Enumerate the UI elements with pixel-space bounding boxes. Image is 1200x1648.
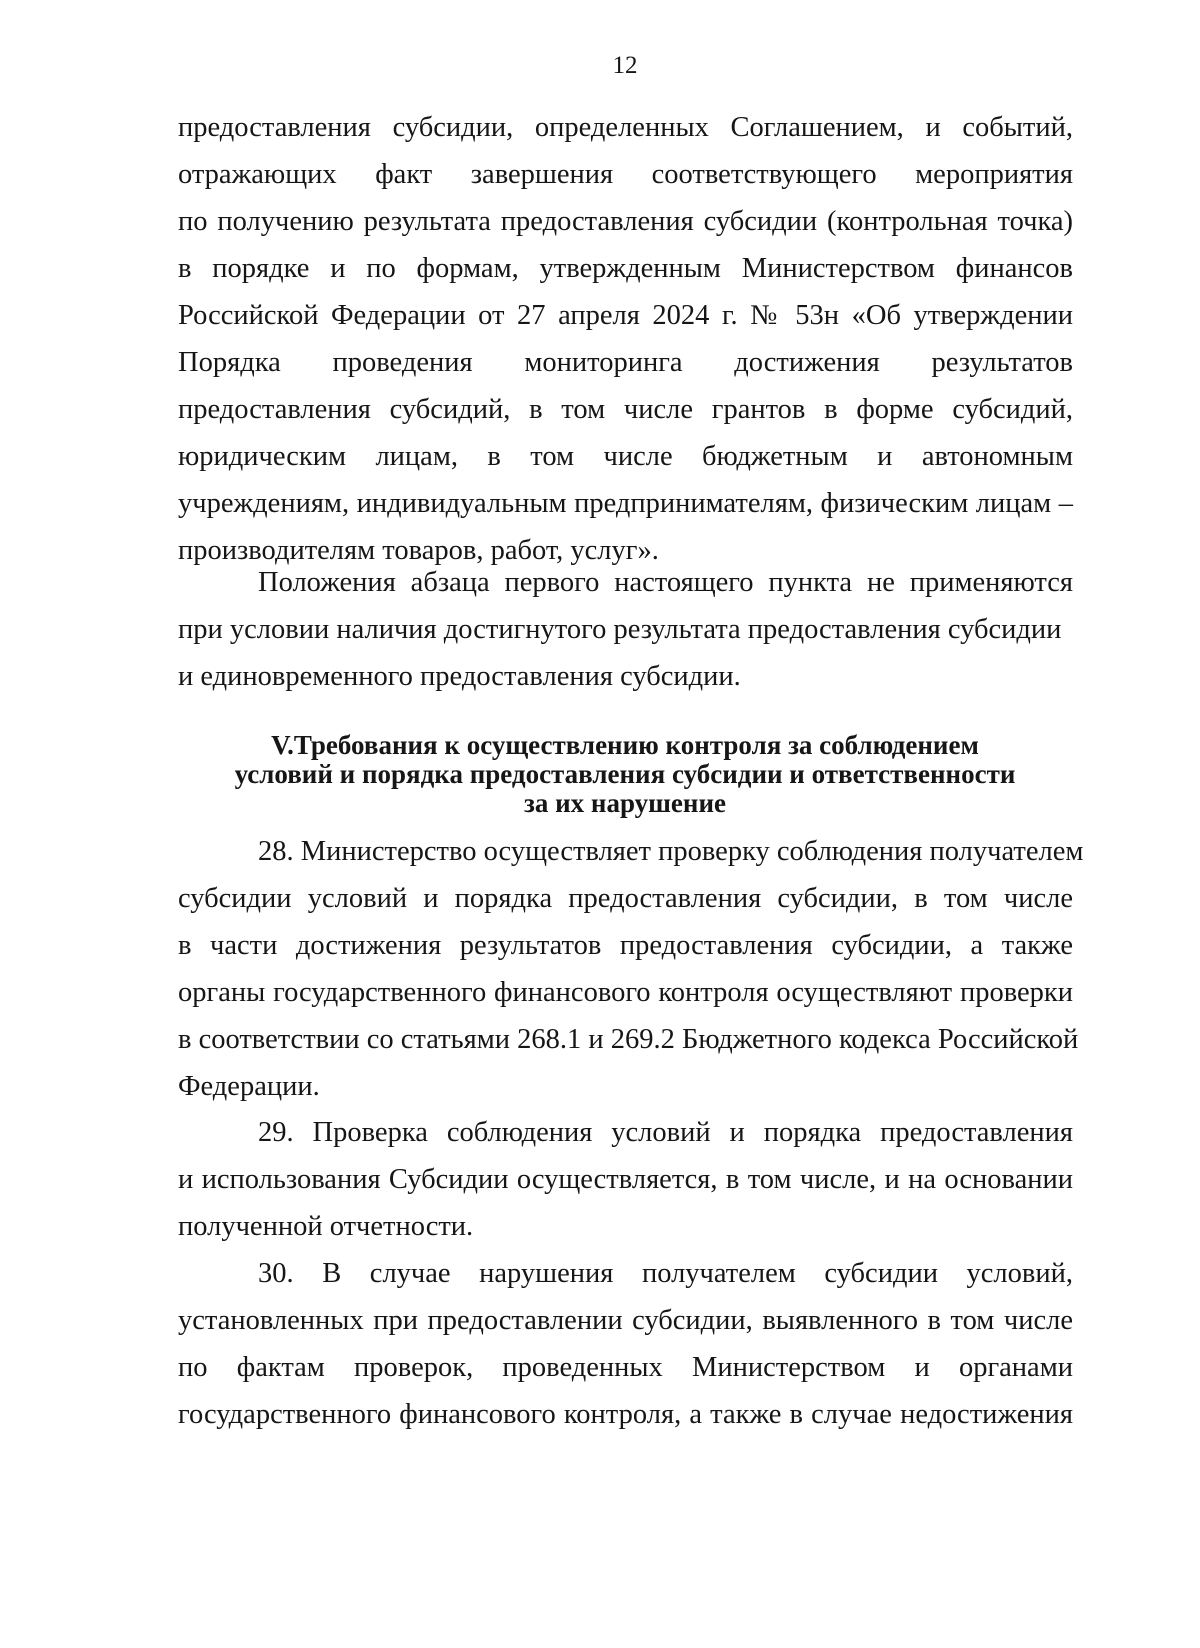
text-line: в соответствии со статьями 268.1 и 269.2 Бюджетного кодекса Российской <box>178 1024 1079 1055</box>
text-line: 30. В случае нарушения получателем субсидии условий, <box>258 1258 1073 1289</box>
text-line: в части достижения результатов предоставления субсидии, а также <box>178 930 1073 961</box>
text-line: установленных при предоставлении субсидии, выявленного в том числе <box>178 1305 1073 1336</box>
text-line: по получению результата предоставления субсидии (контрольная точка) <box>178 206 1073 237</box>
text-line: 28. Министерство осуществляет проверку соблюдения получателем <box>258 836 1084 867</box>
text-line: государственного финансового контроля, а также в случае недостижения <box>178 1399 1073 1430</box>
heading-line: за их нарушение <box>524 788 726 818</box>
text-line: и использования Субсидии осуществляется, в том числе, и на основании <box>178 1164 1073 1195</box>
text-line: Российской Федерации от 27 апреля 2024 г. № 53н «Об утверждении <box>178 300 1073 331</box>
text-line: Федерации. <box>178 1071 320 1102</box>
text-line: субсидии условий и порядка предоставления субсидии, в том числе <box>178 883 1073 914</box>
text-line: предоставления субсидии, определенных Соглашением, и событий, <box>178 112 1073 143</box>
text-line: производителям товаров, работ, услуг». <box>178 535 659 566</box>
heading-line: V.Требования к осуществлению контроля за соблюдением <box>271 730 979 760</box>
text-line: учреждениям, индивидуальным предпринимателям, физическим лицам – <box>178 488 1073 519</box>
text-line: в порядке и по формам, утвержденным Министерством финансов <box>178 253 1073 284</box>
text-line: предоставления субсидий, в том числе грантов в форме субсидий, <box>178 394 1073 425</box>
text-line: 29. Проверка соблюдения условий и порядка предоставления <box>258 1117 1073 1148</box>
text-line: Порядка проведения мониторинга достижения результатов <box>178 347 1073 378</box>
text-line: юридическим лицам, в том числе бюджетным и автономным <box>178 441 1073 472</box>
heading-line: условий и порядка предоставления субсидии и ответственности <box>234 759 1016 789</box>
text-line: органы государственного финансового контроля осуществляют проверки <box>178 977 1073 1008</box>
text-line: при условии наличия достигнутого результата предоставления субсидии <box>178 614 1062 645</box>
text-line: полученной отчетности. <box>178 1211 474 1242</box>
page-number: 12 <box>612 52 638 79</box>
text-line: по фактам проверок, проведенных Министерством и органами <box>178 1352 1073 1383</box>
text-line: отражающих факт завершения соответствующего мероприятия <box>178 159 1073 190</box>
text-line: и единовременного предоставления субсидии. <box>178 661 741 692</box>
text-line: Положения абзаца первого настоящего пункта не применяются <box>258 567 1073 598</box>
